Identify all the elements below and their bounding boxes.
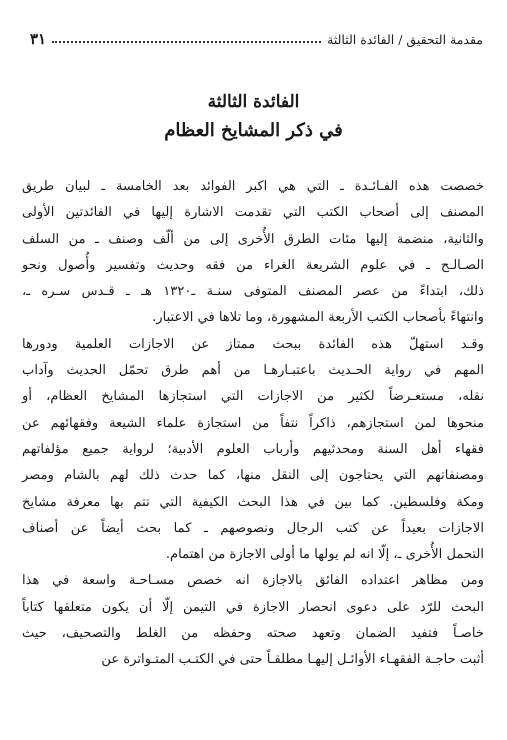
text-line: ذلك، ابتداءً من عصر المصنف المتوفى سنـة ـ١٣٢٠ هـ ـ قـدس سـره ـ، (22, 284, 485, 300)
text-line: المهم في رواية الحـديث باعتبـارهـا من أهم طرق تحمّل الحديث وآداب (22, 363, 484, 379)
running-title: مقدمة التحقيق / الفائدة الثالثة (327, 31, 483, 47)
section-subtitle: في ذكر المشايخ العظام (164, 120, 343, 141)
text-line: ومصنفاتهم التي يحتاجون إلى النقل منها، كما حدث ذلك لهم بالشام ومصر (22, 468, 484, 484)
section-title: الفائدة الثالثة (207, 92, 300, 112)
text-line: خصصت هذه الفـائـدة ـ التي هي اكبر الفوائد بعد الخامسة ـ لبيان طريق (22, 179, 484, 194)
text-line: والثانية، منضمة إليها مئات الطرق الأُخرى إلى من ألّف وصنف ـ من السلف (22, 231, 484, 247)
text-line: البحث للرّد على دعوى انحصار الاجازة في التيمن إلّا أن يكون متعلقها كتاباً (22, 599, 484, 615)
text-line: المصنف إلى أصحاب الكتب التي تقدمت الاشارة إليها في الفائدتين الأولى (22, 205, 484, 221)
paragraph (22, 568, 484, 673)
text-line: ومكة وفلسطين. كما بين في هذا البحث الكيفية التي تتم بها معرفة مشايخ (22, 494, 484, 510)
page-header (30, 28, 483, 50)
text-line: التحمل الأُخرى ـ، إلّا انه لم يولها ما أولى الاجازة من اهتمام. (165, 547, 484, 563)
text-line: وقـد استهلّ هذه الفائدة ببحث ممتاز عن الاجازات العلمية ودورها (22, 336, 484, 352)
page-number: ٣١ (30, 30, 47, 48)
text-line: أثبت حاجـة الفقهـاء الأوائـل إليهـا مطلقـاً حتى في الكتـب المتـواترة عن (101, 652, 484, 668)
text-line: نقله، مستعـرضاً لكثير من الاجازات التي استجازها المشايخ العظام، أو (22, 389, 484, 405)
text-line: فقهاء أهل السنة ومحدثيهم وأرباب العلوم الأدبية؛ لرواية جميع مؤلفاتهم (22, 441, 484, 457)
body-text (22, 174, 484, 674)
dot-leader (52, 41, 321, 43)
text-line: ومن مظاهر اعتداده الفائق بالاجازة انه خصص مسـاحـة واسعة في هذا (22, 573, 484, 589)
paragraph (22, 332, 484, 569)
text-line: الصـالـح ـ في علوم الشريعة الغراء من فقه وحديث وتفسير وأُصول ونحو (22, 257, 484, 273)
paragraph (22, 174, 484, 332)
text-line: الاجازات بعيداً عن كتب الرجال ونصوصهم ـ كما بحث أيضاً عن أصناف (22, 520, 484, 536)
text-line: منحوها لمن استجازهم، ذاكراً نتفاً من استجازة علماء الشيعة وفقهائهم عن (22, 415, 484, 431)
text-line: وانتهاءً بأصحاب الكتب الأربعة المشهورة، وما تلاها في الاعتبار. (152, 310, 484, 326)
text-line: خاصـاً فتفيد الضمان وتعهد صحته وحفظه من الغلط والتصحيف، حيث (22, 626, 484, 642)
